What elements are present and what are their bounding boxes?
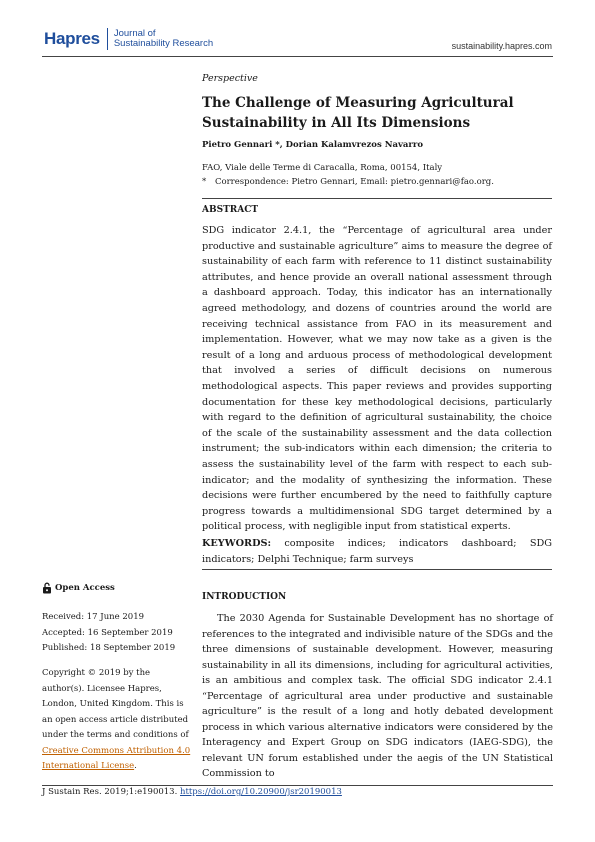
accepted-date: Accepted: 16 September 2019 [42, 627, 173, 638]
logo-wordmark: Hapres [44, 29, 100, 48]
correspondence-marker: * [202, 177, 207, 187]
keywords-label: KEYWORDS: [202, 538, 272, 549]
footer-citation [42, 787, 342, 797]
introduction-heading: INTRODUCTION [202, 592, 287, 602]
keywords-text: composite indices; indicators dashboard; SDG indicators; Delphi Technique; farm surveys [202, 538, 552, 565]
journal-name [114, 29, 213, 50]
keywords [202, 536, 552, 567]
introduction-text: The 2030 Agenda for Sustainable Development has no shortage of references to the integrated and indivisible nature of the SDGs and the three dimensions of sustainable development. However, measuring sustainability in all its dimensions, including for agricultural activities, is an ambitious and complex task. The official SDG indicator 2.4.1 “Percentage of agricultural area under productive and sustainable agriculture” is the result of a long and hotly debated development process in which various alternative indicators were considered by the Interagency and Expert Group on SDG indicators (IAEG-SDG), the relevant UN forum established under the aegis of the UN Statistical Commission to [202, 613, 553, 779]
author-list: Pietro Gennari *, Dorian Kalamvrezos Navarro [202, 140, 424, 150]
published-date: Published: 18 September 2019 [42, 643, 176, 653]
publication-dates [42, 610, 175, 657]
abstract-text: SDG indicator 2.4.1, the “Percentage of agricultural area under productive and sustainable agriculture” aims to measure the degree of sustainability of each farm with reference to 11 distinct sustainability attributes, and hence provide an overall national assessment through a dashboard approach. Today, this indicator has an internationally agreed methodology, and dozens of countries around the world are receiving technical assistance from FAO in its measurement and implementation. However, what we may now take as a given is the result of a long and arduous process of methodological development that involved a series of difficult decisions on numerous methodological aspects. This paper reviews and provides supporting documentation for these key methodological decisions, particularly with regard to the definition of agricultural sustainability, the choice of the scale of the sustainability assessment and the data collection instrument; the sub-indicators within each dimension; the criteria to assess the sustainability level of the farm with respect to each sub-indicator; and the modality of synthesizing the information. These decisions were further encumbered by the need to faithfully capture progress towards a multidimensional SDG target determined by a political process, with negligible input from statistical experts. [202, 225, 552, 533]
journal-name-line2: Sustainability Research [113, 38, 214, 49]
article-title: The Challenge of Measuring Agricultural Sustainability in All Its Dimensions [202, 95, 514, 131]
logo-divider [107, 28, 108, 50]
site-url-link[interactable]: sustainability.hapres.com [451, 41, 552, 51]
copyright-notice [42, 666, 192, 775]
copyright-text: Copyright © 2019 by the author(s). Licensee Hapres, London, United Kingdom. This is an open access article distributed under the terms and conditions of [42, 668, 189, 740]
license-link[interactable]: Creative Commons Attribution 4.0 International License [42, 745, 191, 771]
header-divider [42, 56, 553, 57]
article-type: Perspective [202, 73, 258, 84]
received-date: Received: 17 June 2019 [42, 612, 145, 622]
journal-logo[interactable] [44, 27, 213, 51]
correspondence [202, 177, 494, 187]
open-access-badge [42, 582, 115, 594]
abstract-top-divider [202, 198, 552, 199]
affiliation: FAO, Viale delle Terme di Caracalla, Roma, 00154, Italy [202, 163, 443, 173]
journal-name-line1: Journal of [113, 27, 156, 39]
doi-link[interactable]: https://doi.org/10.20900/jsr20190013 [180, 787, 342, 797]
citation-text: J Sustain Res. 2019;1:e190013. [42, 787, 180, 797]
open-access-label: Open Access [55, 583, 115, 593]
footer-divider [42, 785, 553, 786]
keywords-bottom-divider [202, 569, 552, 570]
correspondence-text[interactable]: Correspondence: Pietro Gennari, Email: pietro.gennari@fao.org. [215, 177, 494, 187]
open-lock-icon [42, 582, 52, 594]
abstract-heading: ABSTRACT [202, 205, 259, 215]
copyright-end: . [134, 761, 137, 771]
